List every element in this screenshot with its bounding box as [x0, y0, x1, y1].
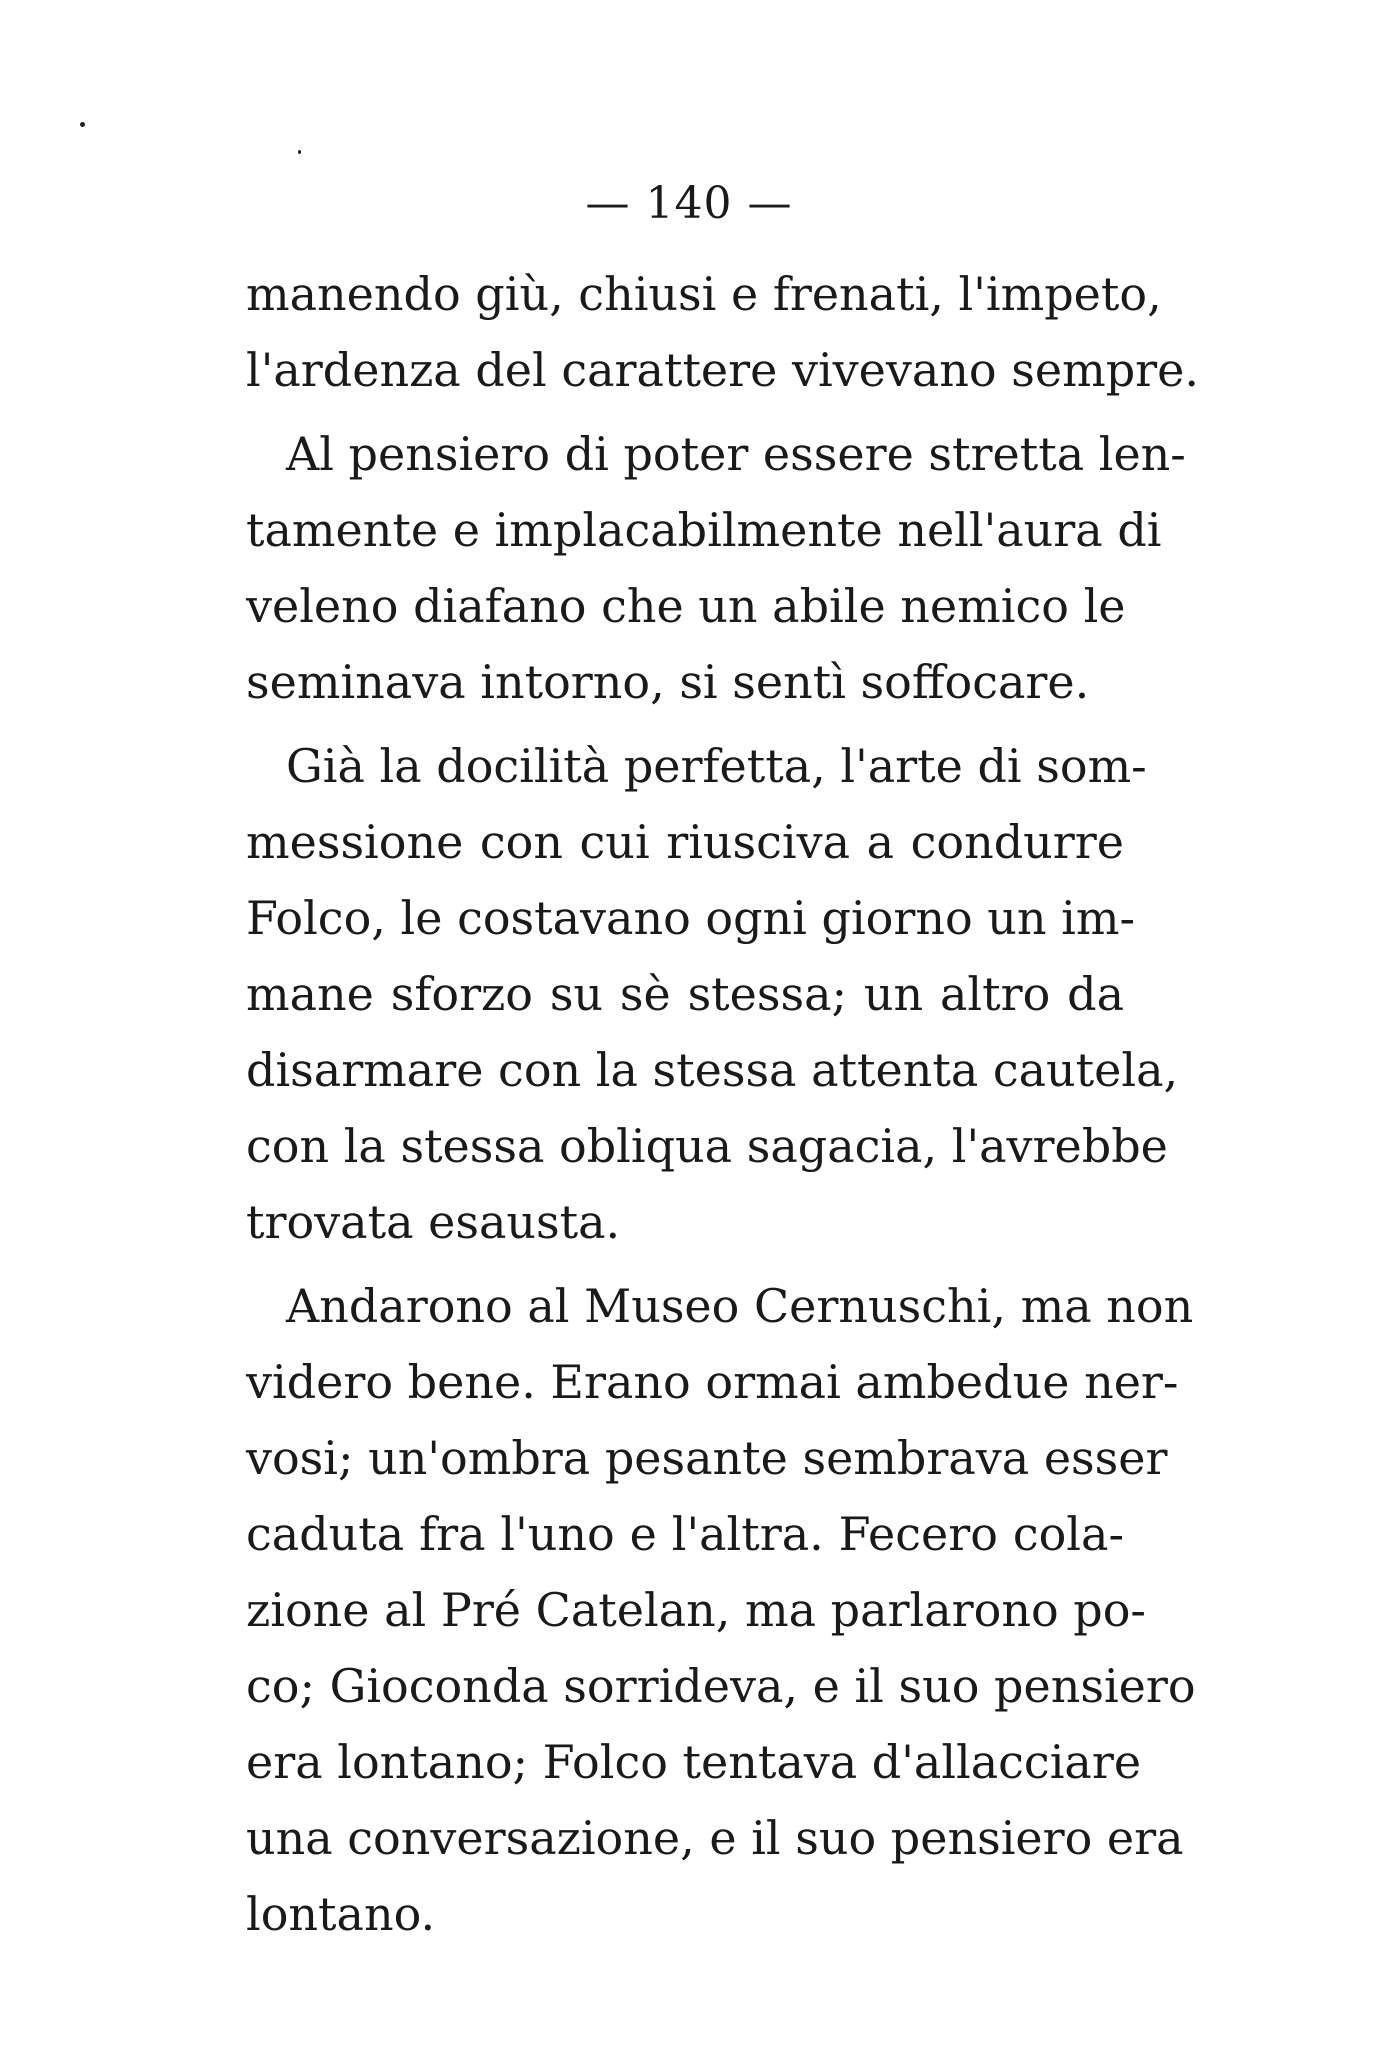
- text-line: caduta fra l'uno e l'altra. Fecero cola-: [246, 1507, 1124, 1561]
- paragraph-2: [246, 416, 1186, 720]
- text-line: co; Gioconda sorrideva, e il suo pensiero: [246, 1659, 1196, 1713]
- text-line: messione con cui riusciva a condurre: [246, 815, 1124, 869]
- paragraph-1: [246, 256, 1199, 408]
- page-number: — 140 —: [585, 178, 793, 229]
- body-text: [246, 256, 1199, 1952]
- text-line: zione al Pré Catelan, ma parlarono po-: [246, 1583, 1146, 1637]
- scan-speck: [298, 150, 301, 154]
- text-line: trovata esausta.: [246, 1195, 621, 1249]
- text-line: Andarono al Museo Cernuschi, ma non: [286, 1279, 1194, 1333]
- text-line: Folco, le costavano ogni giorno un im-: [246, 891, 1136, 945]
- text-line: mane sforzo su sè stessa; un altro da: [246, 967, 1124, 1021]
- text-line: era lontano; Folco tentava d'allacciare: [246, 1735, 1142, 1789]
- text-line: videro bene. Erano ormai ambedue ner-: [246, 1355, 1179, 1409]
- scan-speck: [80, 122, 85, 127]
- text-line: una conversazione, e il suo pensiero era: [246, 1811, 1184, 1865]
- text-line: Al pensiero di poter essere stretta len-: [286, 427, 1186, 481]
- paragraph-4: [246, 1268, 1196, 1952]
- text-line: vosi; un'ombra pesante sembrava esser: [246, 1431, 1168, 1485]
- text-line: tamente e implacabilmente nell'aura di: [246, 503, 1162, 557]
- text-line: disarmare con la stessa attenta cautela,: [246, 1043, 1179, 1097]
- text-line: manendo giù, chiusi e frenati, l'impeto,: [246, 267, 1162, 321]
- text-line: lontano.: [246, 1887, 436, 1941]
- paragraph-3: [246, 728, 1179, 1260]
- text-line: seminava intorno, si sentì soffocare.: [246, 655, 1090, 709]
- text-line: veleno diafano che un abile nemico le: [246, 579, 1126, 633]
- text-line: Già la docilità perfetta, l'arte di som-: [286, 739, 1147, 793]
- text-line: con la stessa obliqua sagacia, l'avrebbe: [246, 1119, 1168, 1173]
- text-line: l'ardenza del carattere vivevano sempre.: [246, 343, 1199, 397]
